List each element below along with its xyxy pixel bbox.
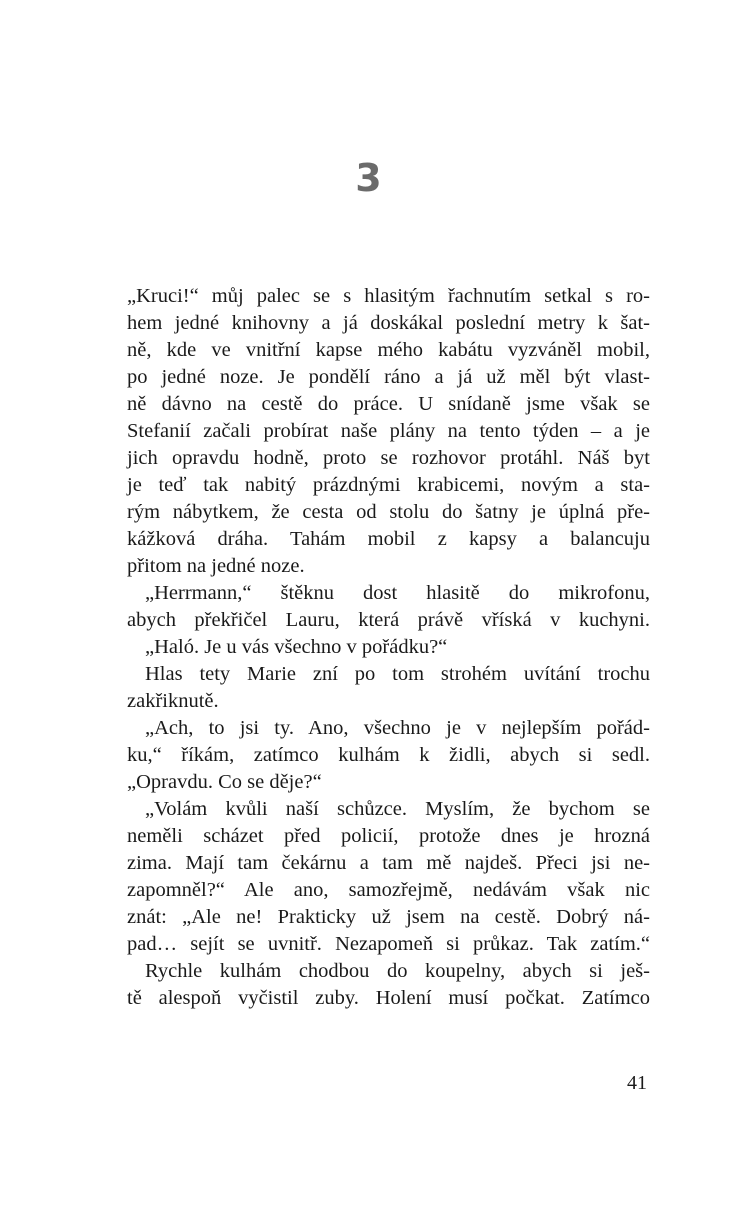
text-line: „Kruci!“ můj palec se s hlasitým řachnutím setkal s ro- xyxy=(127,285,650,307)
text-line: znát: „Ale ne! Prakticky už jsem na cestě. Dobrý ná- xyxy=(127,906,650,928)
text-line: zima. Mají tam čekárnu a tam mě najdeš. Přeci jsi ne- xyxy=(127,852,650,874)
text-line: Stefanií začali probírat naše plány na tento týden – a je xyxy=(127,420,650,442)
text-line: abych překřičel Lauru, která právě vříská v kuchyni. xyxy=(127,609,650,631)
text-line: ku,“ říkám, zatímco kulhám k židli, abych si sedl. xyxy=(127,744,650,766)
text-line: zapomněl?“ Ale ano, samozřejmě, nedávám však nic xyxy=(127,879,650,901)
text-line: „Opravdu. Co se děje?“ xyxy=(127,771,322,793)
text-line: ně, kde ve vnitřní kapse mého kabátu vyzváněl mobil, xyxy=(127,339,650,361)
page-number: 41 xyxy=(627,1072,647,1094)
text-line: „Haló. Je u vás všechno v pořádku?“ xyxy=(145,636,448,658)
text-line: „Herrmann,“ štěknu dost hlasitě do mikrofonu, xyxy=(145,582,650,604)
chapter-number: 3 xyxy=(355,156,382,200)
text-line: neměli scházet před policií, protože dnes je hrozná xyxy=(127,825,650,847)
text-line: zakřiknutě. xyxy=(127,690,219,712)
text-line: Rychle kulhám chodbou do koupelny, abych si ješ- xyxy=(145,960,650,982)
text-line: po jedné noze. Je pondělí ráno a já už měl být vlast- xyxy=(127,366,650,388)
text-line: rým nábytkem, že cesta od stolu do šatny je úplná pře- xyxy=(127,501,650,523)
text-line: jich opravdu hodně, proto se rozhovor protáhl. Náš byt xyxy=(127,447,650,469)
text-line: přitom na jedné noze. xyxy=(127,555,305,577)
text-line: hem jedné knihovny a já doskákal poslední metry k šat- xyxy=(127,312,650,334)
body-text xyxy=(127,283,650,1012)
text-line: tě alespoň vyčistil zuby. Holení musí počkat. Zatímco xyxy=(127,987,650,1009)
text-line: Hlas tety Marie zní po tom strohém uvítání trochu xyxy=(145,663,650,685)
text-line: ně dávno na cestě do práce. U snídaně jsme však se xyxy=(127,393,650,415)
text-line: „Volám kvůli naší schůzce. Myslím, že bychom se xyxy=(145,798,650,820)
text-line: „Ach, to jsi ty. Ano, všechno je v nejlepším pořád- xyxy=(145,717,650,739)
text-line: kážková dráha. Tahám mobil z kapsy a balancuju xyxy=(127,528,650,550)
text-line: je teď tak nabitý prázdnými krabicemi, novým a sta- xyxy=(127,474,650,496)
text-line: pad… sejít se uvnitř. Nezapomeň si průkaz. Tak zatím.“ xyxy=(127,933,650,955)
